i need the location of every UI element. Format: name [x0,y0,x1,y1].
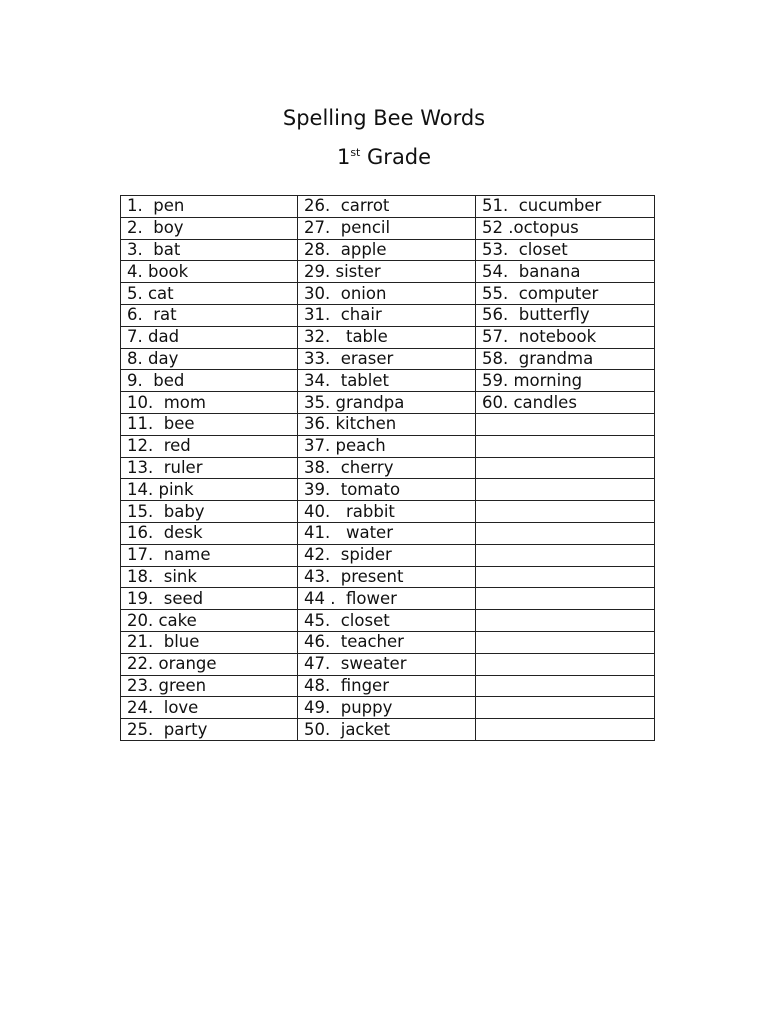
word-cell [476,675,655,697]
word-cell [476,413,655,435]
word-cell: 8. day [121,348,298,370]
grade-ordinal-suffix: st [350,146,361,159]
word-cell: 38. cherry [298,457,476,479]
word-cell: 33. eraser [298,348,476,370]
spelling-word-table [120,195,655,741]
word-cell: 35. grandpa [298,392,476,414]
grade-label: Grade [360,145,432,169]
word-cell: 27. pencil [298,217,476,239]
word-cell [476,719,655,741]
word-cell: 18. sink [121,566,298,588]
table-row [121,326,655,348]
word-cell: 53. closet [476,239,655,261]
table-row [121,479,655,501]
word-cell: 5. cat [121,283,298,305]
word-cell: 46. teacher [298,631,476,653]
word-cell [476,457,655,479]
table-row [121,304,655,326]
word-cell: 3. bat [121,239,298,261]
word-cell: 13. ruler [121,457,298,479]
word-cell: 1. pen [121,196,298,218]
word-cell: 20. cake [121,610,298,632]
word-cell: 31. chair [298,304,476,326]
word-cell: 55. computer [476,283,655,305]
word-cell [476,544,655,566]
word-cell: 40. rabbit [298,501,476,523]
word-cell [476,631,655,653]
table-row [121,588,655,610]
word-cell: 11. bee [121,413,298,435]
word-cell [476,522,655,544]
word-cell: 21. blue [121,631,298,653]
table-row [121,522,655,544]
word-cell: 36. kitchen [298,413,476,435]
word-cell: 41. water [298,522,476,544]
word-cell: 22. orange [121,653,298,675]
word-cell: 19. seed [121,588,298,610]
word-cell: 44 . flower [298,588,476,610]
word-cell [476,435,655,457]
table-row [121,392,655,414]
word-cell: 25. party [121,719,298,741]
word-cell: 37. peach [298,435,476,457]
table-row [121,566,655,588]
word-cell: 51. cucumber [476,196,655,218]
word-cell: 58. grandma [476,348,655,370]
word-cell: 43. present [298,566,476,588]
table-row [121,457,655,479]
table-row [121,675,655,697]
word-cell: 12. red [121,435,298,457]
table-row [121,283,655,305]
word-cell: 6. rat [121,304,298,326]
word-cell [476,566,655,588]
word-cell: 52 .octopus [476,217,655,239]
word-cell: 32. table [298,326,476,348]
table-row [121,370,655,392]
table-row [121,239,655,261]
table-row [121,501,655,523]
table-row [121,261,655,283]
word-cell: 9. bed [121,370,298,392]
word-cell [476,697,655,719]
table-row [121,610,655,632]
word-cell: 59. morning [476,370,655,392]
word-cell: 24. love [121,697,298,719]
table-row [121,217,655,239]
word-cell: 4. book [121,261,298,283]
word-cell: 34. tablet [298,370,476,392]
table-row [121,413,655,435]
page-subtitle [0,143,768,171]
word-cell: 14. pink [121,479,298,501]
word-cell: 23. green [121,675,298,697]
page-title: Spelling Bee Words [282,106,486,130]
spelling-word-table-body [121,196,655,741]
word-cell: 49. puppy [298,697,476,719]
word-cell: 10. mom [121,392,298,414]
word-cell: 60. candles [476,392,655,414]
word-cell: 50. jacket [298,719,476,741]
word-cell: 47. sweater [298,653,476,675]
word-cell: 7. dad [121,326,298,348]
word-cell [476,610,655,632]
table-row [121,435,655,457]
word-cell: 54. banana [476,261,655,283]
table-row [121,653,655,675]
word-cell: 45. closet [298,610,476,632]
table-row [121,544,655,566]
word-cell: 26. carrot [298,196,476,218]
table-row [121,196,655,218]
word-cell [476,501,655,523]
word-cell: 29. sister [298,261,476,283]
word-cell: 17. name [121,544,298,566]
table-row [121,631,655,653]
word-cell: 15. baby [121,501,298,523]
word-cell: 16. desk [121,522,298,544]
word-cell: 57. notebook [476,326,655,348]
table-row [121,719,655,741]
word-cell [476,588,655,610]
word-cell [476,653,655,675]
grade-number: 1 [336,145,351,169]
word-cell: 2. boy [121,217,298,239]
word-cell: 42. spider [298,544,476,566]
word-cell: 48. finger [298,675,476,697]
word-cell: 30. onion [298,283,476,305]
table-row [121,697,655,719]
word-cell: 39. tomato [298,479,476,501]
table-row [121,348,655,370]
word-cell: 28. apple [298,239,476,261]
word-cell [476,479,655,501]
word-cell: 56. butterfly [476,304,655,326]
